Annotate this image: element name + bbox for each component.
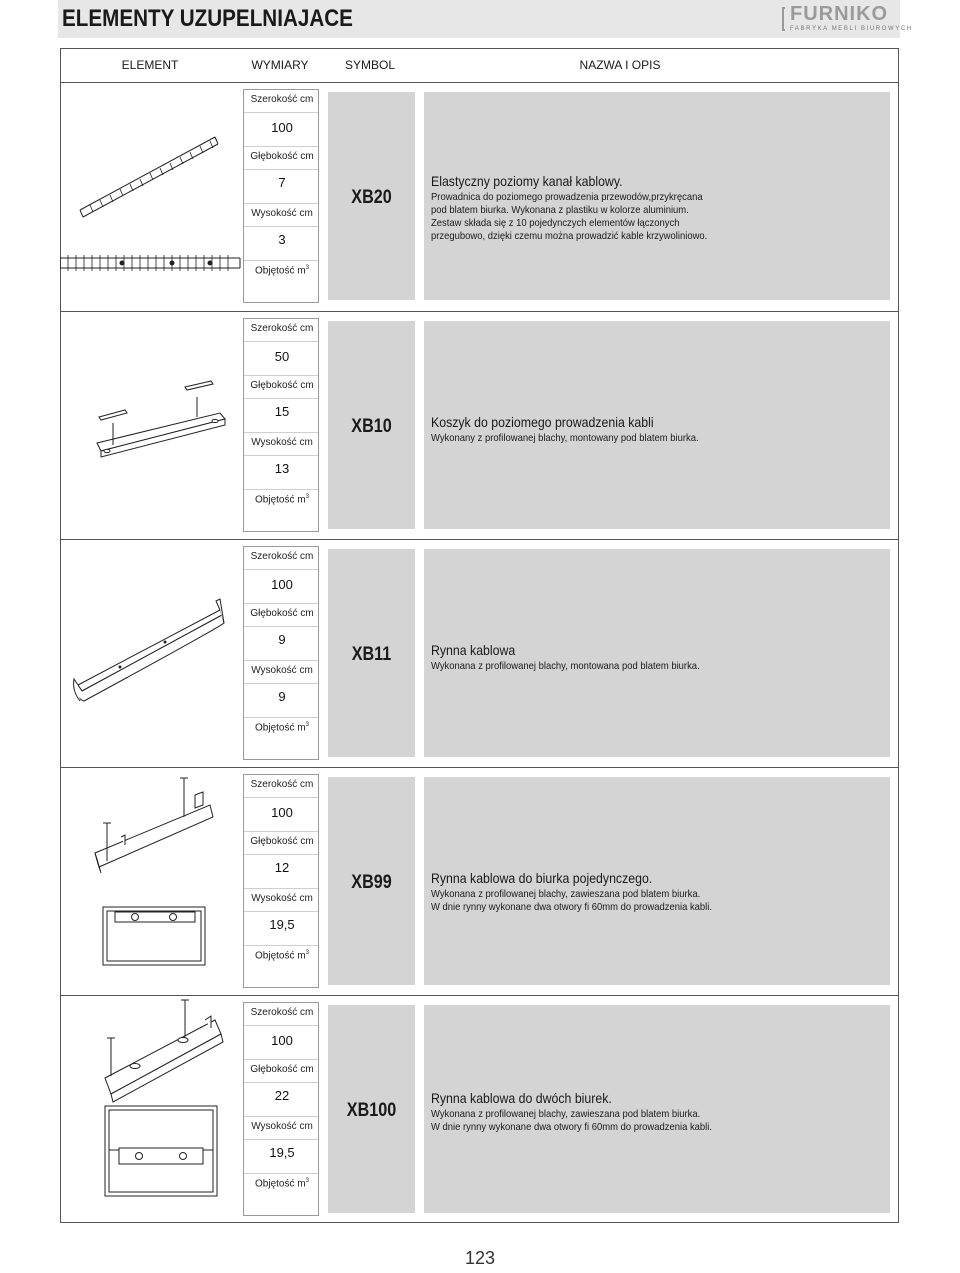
product-description-line: pod blatem biurka. Wykonana z plastiku w kolorze aluminium.	[431, 204, 689, 216]
column-header-symbol: SYMBOL	[344, 58, 395, 72]
product-description-line: Zestaw składa się z 10 pojedynczych elementów łączonych	[431, 217, 680, 229]
dimensions-panel	[243, 546, 319, 760]
value-wysokosc: 19,5	[269, 1145, 295, 1160]
product-description-line: Wykonana z profilowanej blachy, montowana pod blatem biurka.	[431, 660, 700, 672]
product-description-line: przegubowo, dzięki czemu można prowadzić kable krzywoliniowo.	[431, 230, 708, 242]
label-wysokosc: Wysokość cm	[251, 893, 313, 904]
product-symbol: XB10	[351, 416, 392, 437]
column-header-wymiary: WYMIARY	[251, 58, 309, 72]
dimensions-panel	[243, 1002, 319, 1216]
label-glebokosc: Głębokość cm	[250, 836, 314, 847]
dimensions-panel	[243, 318, 319, 532]
product-description-line: Wykonana z profilowanej blachy, zawieszana pod blatem biurka.	[431, 888, 701, 900]
value-szerokosc: 100	[271, 577, 293, 592]
product-description-line: W dnie rynny wykonane dwa otwory fi 60mm do prowadzenia kabli.	[431, 901, 713, 913]
label-wysokosc: Wysokość cm	[251, 208, 313, 219]
value-wysokosc: 19,5	[269, 917, 295, 932]
label-objetosc: Objętość $m^3$	[255, 722, 309, 734]
product-title: Elastyczny poziomy kanał kablowy.	[431, 173, 623, 189]
dimensions-panel	[243, 89, 319, 303]
label-szerokosc: Szerokość cm	[250, 323, 314, 334]
double-desk-cable-tray-icon	[95, 998, 235, 1198]
label-szerokosc: Szerokość cm	[250, 779, 314, 790]
label-wysokosc: Wysokość cm	[251, 437, 313, 448]
value-szerokosc: 50	[274, 349, 290, 364]
product-symbol: XB20	[351, 187, 392, 208]
value-wysokosc: 9	[278, 689, 286, 704]
value-glebokosc: 22	[274, 1088, 290, 1103]
single-desk-cable-tray-icon	[85, 775, 225, 975]
value-wysokosc: 3	[278, 232, 286, 247]
product-description-line: Wykonany z profilowanej blachy, montowany pod blatem biurka.	[431, 432, 699, 444]
label-glebokosc: Głębokość cm	[250, 1064, 314, 1075]
label-glebokosc: Głębokość cm	[250, 380, 314, 391]
label-szerokosc: Szerokość cm	[250, 1007, 314, 1018]
product-title: Rynna kablowa do biurka pojedynczego.	[431, 870, 653, 886]
value-glebokosc: 7	[278, 175, 286, 190]
dimensions-panel	[243, 774, 319, 988]
label-objetosc: Objętość $m^3$	[255, 1178, 309, 1190]
product-title: Rynna kablowa do dwóch biurek.	[431, 1090, 612, 1106]
product-title: Rynna kablowa	[431, 642, 516, 658]
furniko-logo: FURNIKO FABRYKA MEBLI BIUROWYCH	[780, 5, 900, 33]
value-glebokosc: 15	[274, 404, 290, 419]
label-wysokosc: Wysokość cm	[251, 1121, 313, 1132]
value-szerokosc: 100	[271, 120, 293, 135]
label-glebokosc: Głębokość cm	[250, 151, 314, 162]
product-symbol: XB100	[346, 1100, 397, 1121]
cable-basket-icon	[85, 375, 235, 475]
cable-tray-icon	[70, 595, 230, 710]
label-objetosc: Objętość $m^3$	[255, 265, 309, 277]
product-description-line: Wykonana z profilowanej blachy, zawieszana pod blatem biurka.	[431, 1108, 701, 1120]
column-header-element: ELEMENT	[121, 58, 179, 72]
page-title: ELEMENTY UZUPELNIAJACE	[62, 5, 353, 32]
flexible-cable-channel-icon	[60, 125, 245, 285]
label-glebokosc: Głębokość cm	[250, 608, 314, 619]
product-description-line: W dnie rynny wykonane dwa otwory fi 60mm do prowadzenia kabli.	[431, 1121, 713, 1133]
product-symbol: XB11	[351, 644, 392, 665]
value-glebokosc: 9	[278, 632, 286, 647]
product-symbol: XB99	[351, 872, 392, 893]
product-title: Koszyk do poziomego prowadzenia kabli	[431, 414, 654, 430]
column-header-nazwa: NAZWA I OPIS	[579, 58, 661, 72]
product-description-line: Prowadnica do poziomego prowadzenia przewodów,przykręcana	[431, 191, 703, 203]
value-szerokosc: 100	[271, 1033, 293, 1048]
label-szerokosc: Szerokość cm	[250, 94, 314, 105]
page-number: 123	[464, 1248, 496, 1268]
label-szerokosc: Szerokość cm	[250, 551, 314, 562]
label-objetosc: Objętość $m^3$	[255, 950, 309, 962]
value-szerokosc: 100	[271, 805, 293, 820]
label-objetosc: Objętość $m^3$	[255, 494, 309, 506]
value-wysokosc: 13	[274, 461, 290, 476]
label-wysokosc: Wysokość cm	[251, 665, 313, 676]
value-glebokosc: 12	[274, 860, 290, 875]
